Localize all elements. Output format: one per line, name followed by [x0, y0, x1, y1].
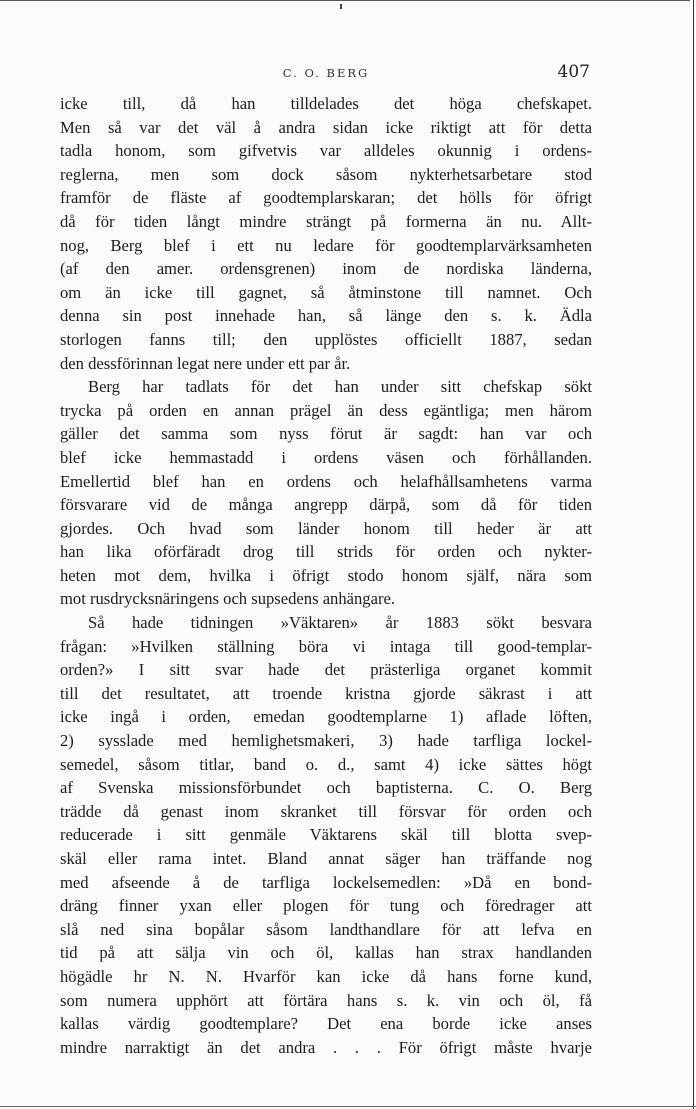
text-line: om än icke till gagnet, så åtminstone till namnet. Och [60, 282, 592, 302]
text-line: med afseende å de tarfliga lockelsemedlen: »Då en bond- [60, 872, 592, 892]
text-line: gäller det samma som nyss förut är sagdt: han var och [60, 424, 592, 444]
text-line: Emellertid blef han en ordens och helafhållsamhetens varma [60, 471, 592, 491]
text-line: storlogen fanns till; den upplöstes officiellt 1887, sedan [60, 329, 592, 349]
text-line: den dessförinnan legat nere under ett par år. [60, 353, 351, 373]
paragraph [60, 611, 592, 1059]
text-line: Så hade tidningen »Väktaren» år 1883 sökt besvara [88, 613, 592, 633]
text-line: slå ned sina bopålar såsom landthandlare för att lefva en [60, 919, 592, 939]
text-line: semedel, såsom titlar, band o. d., samt 4) icke sättes högt [60, 754, 592, 774]
page-number: 407 [557, 62, 590, 82]
text-line: trädde då genast inom skranket till försvar för orden och [60, 801, 592, 821]
text-line: som numera upphört att förtära hans s. k. vin och öl, få [60, 990, 592, 1010]
text-line: till det resultatet, att troende kristna gjorde säkrast i att [60, 683, 592, 703]
text-line: af Svenska missionsförbundet och baptisterna. C. O. Berg [60, 778, 592, 798]
text-line: blef icke hemmastadd i ordens väsen och förhållanden. [60, 447, 592, 467]
body-text [60, 92, 592, 1059]
text-line: (af den amer. ordensgrenen) inom de nordiska länderna, [60, 259, 592, 279]
text-line: icke ingå i orden, emedan goodtemplarne 1) aflade löften, [60, 707, 592, 727]
text-line: tid på att sälja vin och öl, kallas han strax handlanden [60, 943, 592, 963]
text-line: tadla honom, som gifvetvis var alldeles okunnig i ordens- [60, 141, 592, 161]
text-line: mindre narraktigt än det andra . . . För öfrigt måste hvarje [60, 1037, 592, 1057]
text-line: heten mot dem, hvilka i öfrigt stodo honom själf, nära som [60, 565, 592, 585]
text-line: trycka på orden en annan prägel än dess egäntliga; men härom [60, 400, 592, 420]
paragraph [60, 92, 592, 375]
text-line: högädle hr N. N. Hvarför kan icke då hans forne kund, [60, 966, 592, 986]
print-mark [340, 4, 342, 9]
text-line: reducerade i sitt genmäle Väktarens skäl till blotta svep- [60, 825, 592, 845]
text-line: skäl eller rama intet. Bland annat säger han träffande nog [60, 849, 592, 868]
page-edge-bottom [0, 1106, 696, 1107]
text-line: försvarare vid de många angrepp därpå, som då för tiden [60, 495, 592, 515]
text-line: orden?» I sitt svar hade det prästerliga organet kommit [60, 660, 592, 680]
text-line: dräng finner yxan eller plogen för tung och föredrager att [60, 896, 592, 916]
text-line: nog, Berg blef i ett nu ledare för goodtemplarvärksamheten [60, 235, 592, 255]
text-line: gjordes. Och hvad som länder honom till heder är att [60, 518, 592, 538]
text-line: Berg har tadlats för det han under sitt chefskap sökt [88, 377, 592, 397]
page-edge-right [693, 0, 694, 1109]
paragraph [60, 375, 592, 611]
text-line: denna sin post innehade han, så länge den s. k. Ädla [60, 306, 592, 326]
text-line: då för tiden långt mindre strängt på formerna än nu. Allt- [60, 211, 592, 231]
text-line: han lika oförfäradt drog till strids för orden och nykter- [60, 542, 592, 562]
page-edge-top [0, 0, 690, 1]
text-line: framför de fläste af goodtemplarskaran; det hölls för öfrigt [60, 188, 592, 208]
text-line: Men så var det väl å andra sidan icke riktigt att för detta [60, 117, 592, 137]
text-line: mot rusdrycksnäringens och supsedens anhängare. [60, 589, 396, 609]
running-head-author: C. O. BERG [282, 66, 370, 80]
text-line: kallas värdig goodtemplare? Det ena borde icke anses [60, 1014, 592, 1034]
running-head [60, 62, 592, 84]
text-line: frågan: »Hvilken ställning böra vi intaga till good-templar- [60, 636, 592, 656]
text-line: icke till, då han tilldelades det höga chefskapet. [60, 94, 592, 113]
text-line: 2) sysslade med hemlighetsmakeri, 3) hade tarfliga lockel- [60, 731, 592, 751]
text-line: reglerna, men som dock såsom nykterhetsarbetare stod [60, 164, 592, 184]
